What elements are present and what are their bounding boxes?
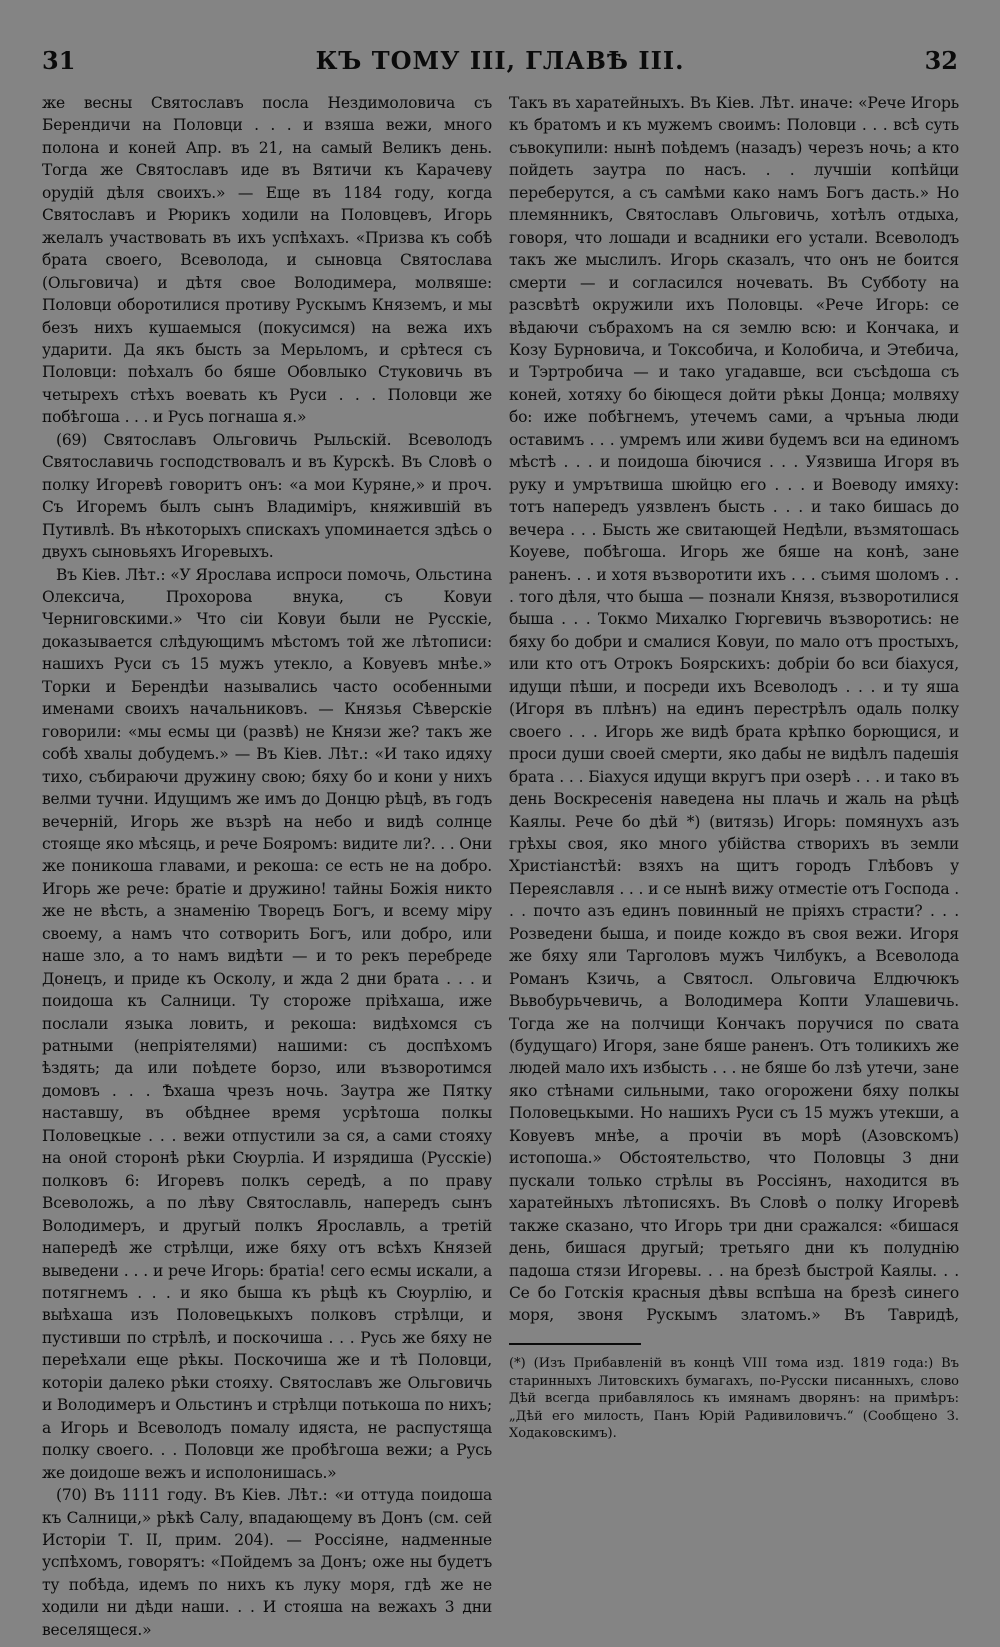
right-column (509, 92, 959, 1327)
left-column (42, 92, 492, 1637)
paragraph: (70) Въ 1111 году. Въ Кіев. Лѣт.: «и оттуда поидоша къ Салници,» рѣкѣ Салу, впадающему въ Донъ (см. сей Исторіи Т. II, прим. 204). — Россіяне, надменные успѣхомъ, говорятъ: «Пойдемъ за Донъ; оже ны будетъ ту побѣда, идемъ по нихъ къ луку моря, гдѣ же не ходили ни дѣди наши. . . И стояша на вежахъ 3 дни веселящеся.» (42, 1486, 492, 1637)
page-header (0, 46, 1000, 82)
paragraph: Такъ въ харатейныхъ. Въ Кіев. Лѣт. иначе: «Рече Игорь къ братомъ и къ мужемъ своимъ: Половци . . . всѣ суть съвокупили: нынѣ поѣдемъ (назадъ) черезъ ночь; а кто пойдеть заутра по насъ. . . лучшіи копѣйци переберутся, а съ самѣми како намъ Богъ дасть.» Но племянникъ, Святославъ Ольговичь, хотѣлъ отдыха, говоря, что лошади и всадники его устали. Всеволодъ такъ же мыслилъ. Игорь сказалъ, что онъ не боится смерти — и согласился ночевать. Въ Субботу на разсвѣтѣ окружили ихъ Половцы. «Рече Игорь: се вѣдаючи събрахомъ на ся землю всю: и Кончака, и Козу Бурновича, и Токсобича, и Колобича, и Этебича, и Тэртробича — и тако угадавше, вси съсѣдоша съ коней, хотяху бо біющеся дойти рѣкы Донца; молвяху бо: иже побѣгнемъ, утечемъ сами, а чръныа люди оставимъ . . . умремъ или живи будемъ вси на единомъ мѣстѣ . . . и поидоша біючися . . . Уязвиша Игоря въ руку и умрътвиша шюйцю его . . . и Воеводу имяху: тотъ напередъ уязвленъ бысть . . . и тако бишась до вечера . . . Бысть же свитающей Недѣли, възмятошась Коуеве, побѣгоша. Игорь же бяше на конѣ, зане раненъ. . . и хотя възворотити ихъ . . . съимя шоломъ . . . того дѣля, что быша — познали Князя, възворотилися быша . . . Токмо Михалко Гюргевичь възворотись: не бяху бо добри и смалися Ковуи, по мало отъ простыхъ, или кто отъ Отрокъ Боярскихъ: добріи бо вси біахуся, идущи пѣши, и посреди ихъ Всеволодъ . . . и ту яша (Игоря въ плѣнъ) на единъ перестрѣлъ одаль полку своего . . . Игорь же видѣ брата крѣпко борющися, и проси души своей смерти, яко дабы не видѣлъ падешія брата . . . Біахуся идущи вкругъ при озерѣ . . . и тако въ день Воскресенія наведена ны плачь и жаль на рѣцѣ Каялы. Рече бо дѣй *) (витязь) Игорь: помянухъ азъ грѣхы своя, яко много убійства створихъ въ земли Христіанстѣй: взяхъ на щитъ городъ Глѣбовъ у Переяславля . . . и се нынѣ вижу отместіе отъ Господа . . . почто азъ единъ повинный не пріяхъ страсти? . . . Розведени быша, и поиде кождо въ своя вежи. Игоря же бяху яли Тарголовъ мужъ Чилбукъ, а Всеволода Романъ Кзичь, а Святосл. Ольговича Елдючюкъ Вьвобурьчевичь, а Володимера Копти Улашевичь. Тогда же на полчищи Кончакъ поручися по свата (будущаго) Игоря, зане бяше раненъ. Отъ толикихъ же людей мало ихъ избысть . . . не бяше бо лзѣ утечи, зане яко стѣнами сильными, тако огорожени бяху полкы Половецькыми. Но нашихъ Руси съ 15 мужъ утекши, а Ковуевъ мнѣе, а прочіи въ морѣ (Азовскомъ) истопоша.» Обстоятельство, что Половцы 3 дни пускали только стрѣлы въ Россіянъ, находится въ харатейныхъ лѣтописяхъ. Въ Словѣ о полку Игоревѣ также сказано, что Игорь три дни сражался: «бишася день, бишася другый; третьяго дни къ полуднію падоша стязи Игоревы. . . на брезѣ быстрой Каялы. . . Се бо Готскія красныя дѣвы вспѣша на брезѣ синего моря, звоня Рускымъ златомъ.» Въ Тавридѣ, (509, 94, 959, 1325)
paragraph: Въ Кіев. Лѣт.: «У Ярослава испроси помочь, Ольстина Олексича, Прохорова внука, съ Ковуи Черниговскими.» Что сіи Ковуи были не Русскіе, доказывается слѣдующимъ мѣстомъ той же лѣтописи: нашихъ Руси съ 15 мужъ утекло, а Ковуевъ мнѣе.» Торки и Берендѣи назывались часто особенными именами своихъ начальниковъ. — Князья Сѣверскіе говорили: «мы есмы ци (развѣ) не Князи же? такъ же собѣ хвалы добудемъ.» — Въ Кіев. Лѣт.: «И тако идяху тихо, събираючи дружину свою; бяху бо и кони у нихъ велми тучни. Идущимъ же имъ до Донцю рѣцѣ, въ годъ вечерній, Игорь же възрѣ на небо и видѣ солнце стояще яко мѣсяць, и рече Бояромъ: видите ли?. . . Они же поникоша главами, и рекоша: се есть не на добро. Игорь же рече: братіе и дружино! тайны Божія никто же не вѣсть, а знаменію Творецъ Богъ, и всему міру своему, а намъ что сотворить Богъ, или добро, или наше зло, а то намъ видѣти — и то рекъ перебреде Донецъ, и приде къ Осколу, и жда 2 дни брата . . . и поидоша къ Салници. Ту стороже пріѣхаша, иже послали языка ловить, и рекоша: видѣхомся съ ратными (непріятелями) нашими: съ доспѣхомъ ѣздять; да или поѣдете борзо, или възворотимся домовъ . . . Ѣхаша чрезъ ночь. Заутра же Пятку наставшу, въ обѣднее время усрѣтоша полкы Половецкые . . . вежи отпустили за ся, а сами стояху на оной сторонѣ рѣки Сюурліа. И изрядиша (Русскіе) полковъ 6: Игоревъ полкъ середѣ, а по праву Всеволожь, а по лѣву Святославль, напередъ сынъ Володимеръ, и другый полкъ Ярославль, а третій напередѣ же стрѣлци, иже бяху отъ всѣхъ Князей выведени . . . и рече Игорь: братіа! сего есмы искали, а потягнемъ . . . и яко быша къ рѣцѣ къ Сюурлію, и выѣхаша изъ Половецькыхъ полковъ стрѣлци, и пустивши по стрѣлѣ, и поскочиша . . . Русь же бяху не переѣхали еще рѣкы. Поскочиша же и тѣ Половци, которіи далеко рѣки стояху. Святославъ же Ольговичь и Володимеръ и Ольстинъ и стрѣлци потькоша по нихъ; а Игорь и Всеволодъ помалу идяста, не распустяща полку своего. . . Половци же пробѣгоша вежи; а Русь же доидоше вежъ и исполонишась.» (42, 565, 492, 1482)
left-page-number: 31 (42, 46, 76, 75)
footnote: (*) (Изъ Прибавленій въ концѣ VIII тома изд. 1819 года:) Въ старинныхъ Литовскихъ бумагахъ, по-Русски писанныхъ, слово Дѣй всегда прибавлялось къ имянамъ дворянъ: на примѣръ: „Дѣй его милость, Панъ Юрій Радивиловичъ.“ (Сообщено З. Ходаковскимъ). (509, 1356, 959, 1441)
paragraph: же весны Святославъ посла Нездимоловича съ Берендичи на Половци . . . и взяша вежи, много полона и коней Апр. въ 21, на самый Великъ день. Тогда же Святославъ иде въ Вятичи къ Карачеву орудій дѣля своихъ.» — Еще въ 1184 году, когда Святославъ и Рюрикъ ходили на Половцевъ, Игорь желалъ участвовать въ ихъ успѣхахъ. «Призва къ собѣ брата своего, Всеволода, и сыновца Святослава (Ольговича) и дѣтя свое Володимера, молвяше: Половци оборотилися противу Рускымъ Княземъ, и мы безъ нихъ кушаемыся (покусимся) на вежа ихъ ударити. Да якъ бысть за Мерьломъ, и срѣтеся съ Половци: поѣхалъ бо бяше Обовлыко Стуковичь въ четырехъ стѣхъ воевать къ Руси . . . Половци же побѣгоша . . . и Русь погнаша я.» (42, 94, 492, 427)
paragraph: (69) Святославъ Ольговичь Рыльскій. Всеволодъ Святославичь господствовалъ и въ Курскѣ. Въ Словѣ о полку Игоревѣ говоритъ онъ: «а мои Куряне,» и проч. Съ Игоремъ былъ сынъ Владиміръ, княжившій въ Путивлѣ. Въ нѣкоторыхъ спискахъ упоминается здѣсь о двухъ сыновьяхъ Игоревыхъ. (42, 430, 492, 562)
right-page-number: 32 (924, 46, 958, 75)
page-title: КЪ ТОМУ III, ГЛАВѢ III. (315, 46, 685, 75)
footnote-rule (509, 1343, 641, 1345)
